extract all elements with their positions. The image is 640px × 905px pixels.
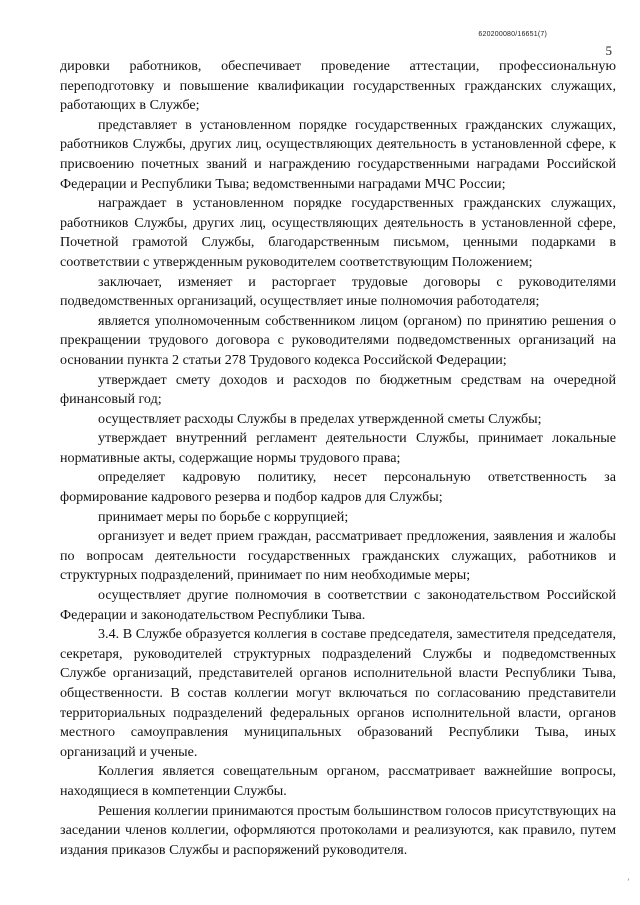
paragraph: Коллегия является совещательным органом, рассматривает важнейшие вопросы, находящиеся в компетенции Службы.	[60, 763, 616, 799]
paragraph: осуществляет расходы Службы в пределах утвержденной сметы Службы;	[98, 410, 542, 427]
page-number: 5	[605, 43, 612, 58]
document-code: 620200080/16651(7)	[478, 31, 547, 38]
section-3-4-paragraph: 3.4. В Службе образуется коллегия в составе председателя, заместителя председателя, секретаря, руководителей структурных подразделений Службы и подведомственных Службе организаций, представителей органов исполнительной власти Республики Тыва, общественности. В состав коллегии могут включаться по согласованию представители территориальных подразделений федеральных органов исполнительной власти, органов местного самоуправления муниципальных образований Республики Тыва, иных организаций и ученые.	[60, 626, 616, 760]
scan-mark: ’	[627, 877, 630, 887]
paragraph: утверждает смету доходов и расходов по бюджетным средствам на очередной финансовый год;	[60, 371, 616, 408]
paragraph: является уполномоченным собственником лицом (органом) по принятию решения о прекращении трудового договора с руководителями подведомственных организаций на основании пункта 2 статьи 278 Трудового кодекса Российской Федерации;	[60, 312, 616, 368]
paragraph: организует и ведет прием граждан, рассматривает предложения, заявления и жалобы по вопросам деятельности государственных гражданских служащих, работников и структурных подразделений, принимает по ним необходимые меры;	[60, 528, 616, 584]
paragraph: определяет кадровую политику, несет персональную ответственность за формирование кадрового резерва и подбор кадров для Службы;	[60, 469, 616, 506]
paragraph: Решения коллегии принимаются простым большинством голосов присутствующих на заседании членов коллегии, оформляются протоколами и реализуются, как правило, путем издания приказов Службы и распоряжений руководителя.	[60, 802, 616, 858]
paragraph: заключает, изменяет и расторгает трудовые договоры с руководителями подведомственных организаций, осуществляет иные полномочия работодателя;	[60, 273, 616, 310]
paragraph: осуществляет другие полномочия в соответствии с законодательством Российской Федерации и законодательством Республики Тыва.	[60, 587, 616, 623]
paragraph: награждает в установленном порядке государственных гражданских служащих, работников Службы, других лиц, осуществляющих деятельность в установленной сфере, Почетной грамотой Службы, благодарственным письмом, ценными подарками в соответствии с утвержденным руководителем соответствующим Положением;	[60, 195, 616, 270]
document-body	[60, 57, 616, 860]
paragraph: принимает меры по борьбе с коррупцией;	[98, 508, 349, 525]
paragraph: дировки работников, обеспечивает проведение аттестации, профессиональную переподготовку и повышение квалификации государственных гражданских служащих, работающих в Службе;	[60, 58, 616, 114]
paragraph: утверждает внутренний регламент деятельности Службы, принимает локальные нормативные акты, содержащие нормы трудового права;	[60, 430, 616, 466]
paragraph: представляет в установленном порядке государственных гражданских служащих, работников Службы, других лиц, осуществляющих деятельность в установленной сфере, к присвоению почетных званий и награждению государственными наградами Российской Федерации и Республики Тыва; ведомственными наградами МЧС России;	[60, 116, 616, 192]
